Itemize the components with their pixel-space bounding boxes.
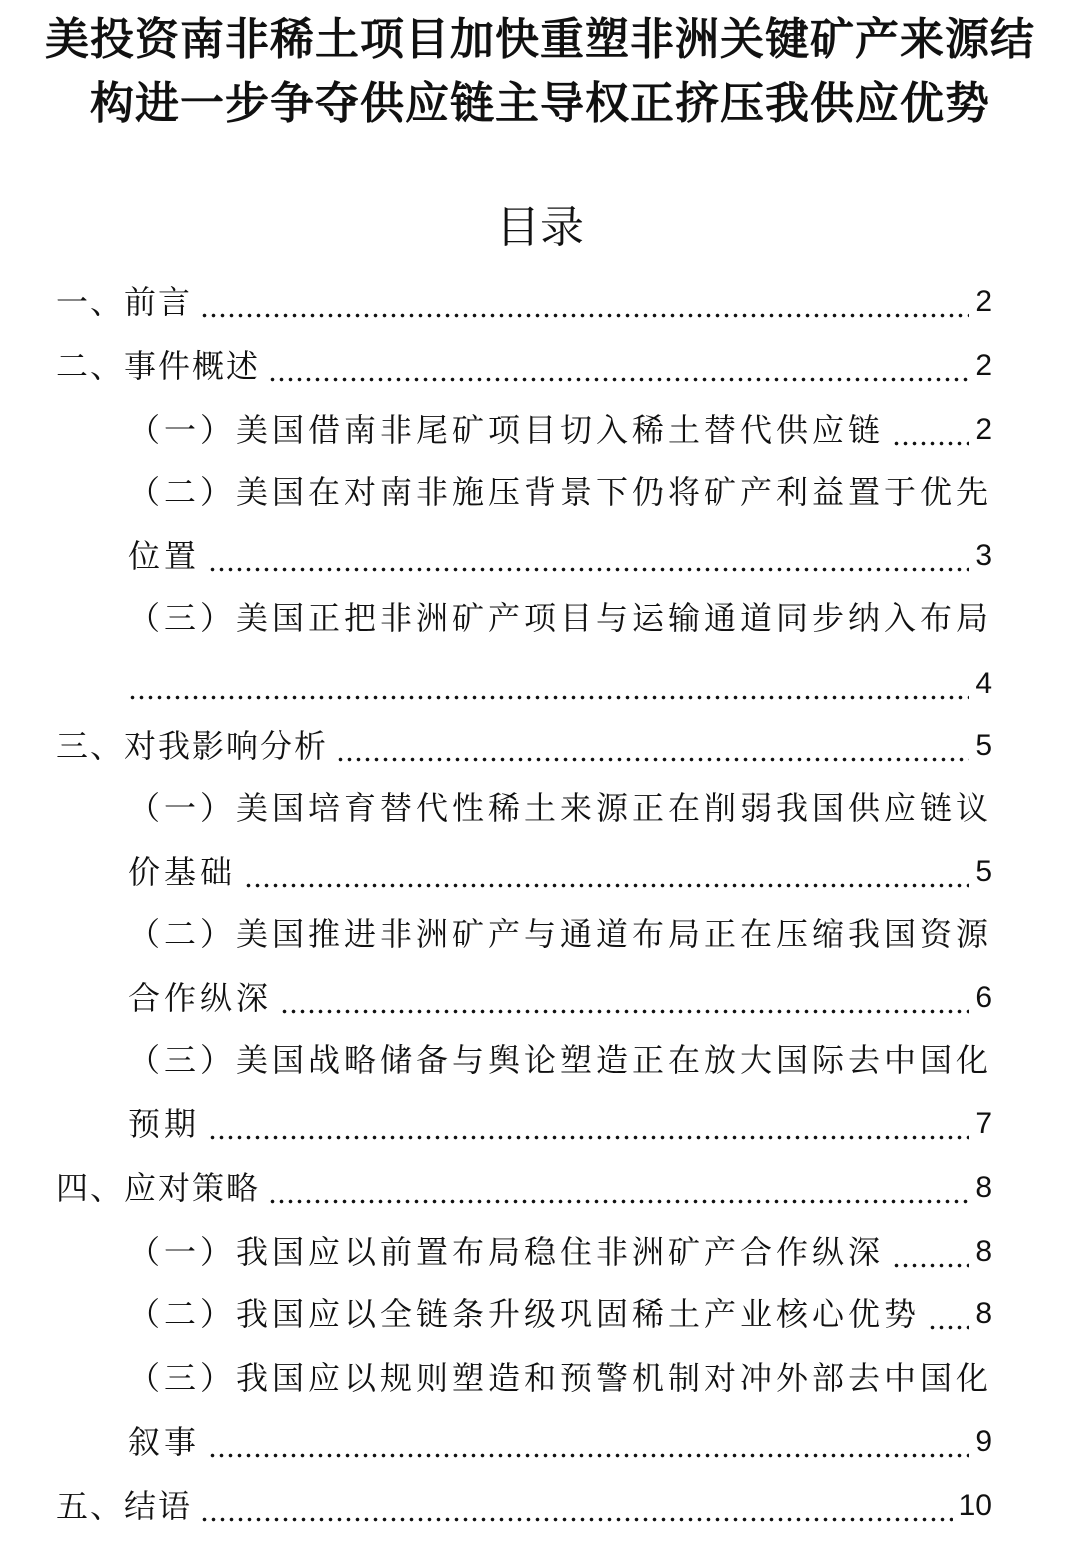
toc-entry[interactable] <box>56 1166 992 1210</box>
toc-page-number: 8 <box>975 1235 992 1268</box>
toc-page-number: 8 <box>975 1297 992 1330</box>
toc-entry-title: （一）我国应以前置布局稳住非洲矿产合作纵深 <box>128 1233 885 1271</box>
dot-leader <box>892 1230 969 1274</box>
dot-leader <box>892 408 969 452</box>
dot-leader <box>280 976 969 1020</box>
dot-leader <box>928 1292 969 1336</box>
toc-entry-title: 四、应对策略 <box>56 1169 261 1207</box>
toc-entry-title: （一）美国借南非尾矿项目切入稀土替代供应链 <box>128 411 885 449</box>
dot-leader <box>268 1166 969 1210</box>
dot-leader <box>208 534 969 578</box>
toc-entry[interactable] <box>56 724 992 768</box>
toc-entry[interactable] <box>128 1102 992 1146</box>
toc-entry-title: 一、前言 <box>56 283 193 321</box>
toc-entry-title-line2: 叙事 <box>128 1423 201 1461</box>
dot-leader <box>128 662 969 706</box>
dot-leader <box>200 1484 953 1528</box>
toc-page-number: 2 <box>975 349 992 382</box>
toc-page-number: 4 <box>975 667 992 700</box>
toc-entry[interactable] <box>128 662 992 706</box>
toc-entry-title-line1[interactable]: （一）美国培育替代性稀土来源正在削弱我国供应链议 <box>128 789 993 827</box>
toc-page-number: 2 <box>975 285 992 318</box>
toc-heading: 目录 <box>496 202 584 253</box>
toc-entry-title: 二、事件概述 <box>56 347 261 385</box>
toc-entry-title-line2: 合作纵深 <box>128 979 273 1017</box>
toc-entry[interactable] <box>128 850 992 894</box>
toc-entry[interactable] <box>128 976 992 1020</box>
toc-entry[interactable] <box>56 344 992 388</box>
dot-leader <box>200 280 969 324</box>
toc-page-number: 9 <box>975 1425 992 1458</box>
toc-entry[interactable] <box>128 408 992 452</box>
toc-entry-title: （二）我国应以全链条升级巩固稀土产业核心优势 <box>128 1295 921 1333</box>
toc-page-number: 5 <box>975 729 992 762</box>
toc-page-number: 3 <box>975 539 992 572</box>
dot-leader <box>336 724 969 768</box>
toc-page-number: 2 <box>975 413 992 446</box>
toc-entry-title: 三、对我影响分析 <box>56 727 329 765</box>
document-title: 美投资南非稀土项目加快重塑非洲关键矿产来源结构进一步争夺供应链主导权正挤压我供应优势 <box>45 14 1035 129</box>
toc-entry[interactable] <box>56 280 992 324</box>
toc-page-number: 5 <box>975 855 992 888</box>
toc-entry[interactable] <box>56 1484 992 1528</box>
toc-entry-title-line1[interactable]: （三）美国正把非洲矿产项目与运输通道同步纳入布局 <box>128 599 993 637</box>
toc-page-number: 6 <box>975 981 992 1014</box>
toc-entry-title-line2: 预期 <box>128 1105 201 1143</box>
toc-entry-title-line1[interactable]: （三）美国战略储备与舆论塑造正在放大国际去中国化 <box>128 1041 993 1079</box>
toc-page-number: 8 <box>975 1171 992 1204</box>
toc-entry[interactable] <box>128 1420 992 1464</box>
toc-entry-title-line1[interactable]: （三）我国应以规则塑造和预警机制对冲外部去中国化 <box>128 1359 993 1397</box>
toc-page-number: 10 <box>958 1489 992 1522</box>
toc-entry-title-line2: 价基础 <box>128 853 237 891</box>
toc-entry-title-line2: 位置 <box>128 537 201 575</box>
dot-leader <box>208 1102 969 1146</box>
toc-entry[interactable] <box>128 534 992 578</box>
toc-entry-title-line1[interactable]: （二）美国推进非洲矿产与通道布局正在压缩我国资源 <box>128 915 993 953</box>
toc-entry[interactable] <box>128 1230 992 1274</box>
toc-page-number: 7 <box>975 1107 992 1140</box>
toc-entry-title: 五、结语 <box>56 1487 193 1525</box>
dot-leader <box>268 344 969 388</box>
dot-leader <box>244 850 969 894</box>
toc-entry-title-line1[interactable]: （二）美国在对南非施压背景下仍将矿产利益置于优先 <box>128 473 993 511</box>
toc-entry[interactable] <box>128 1292 992 1336</box>
dot-leader <box>208 1420 969 1464</box>
